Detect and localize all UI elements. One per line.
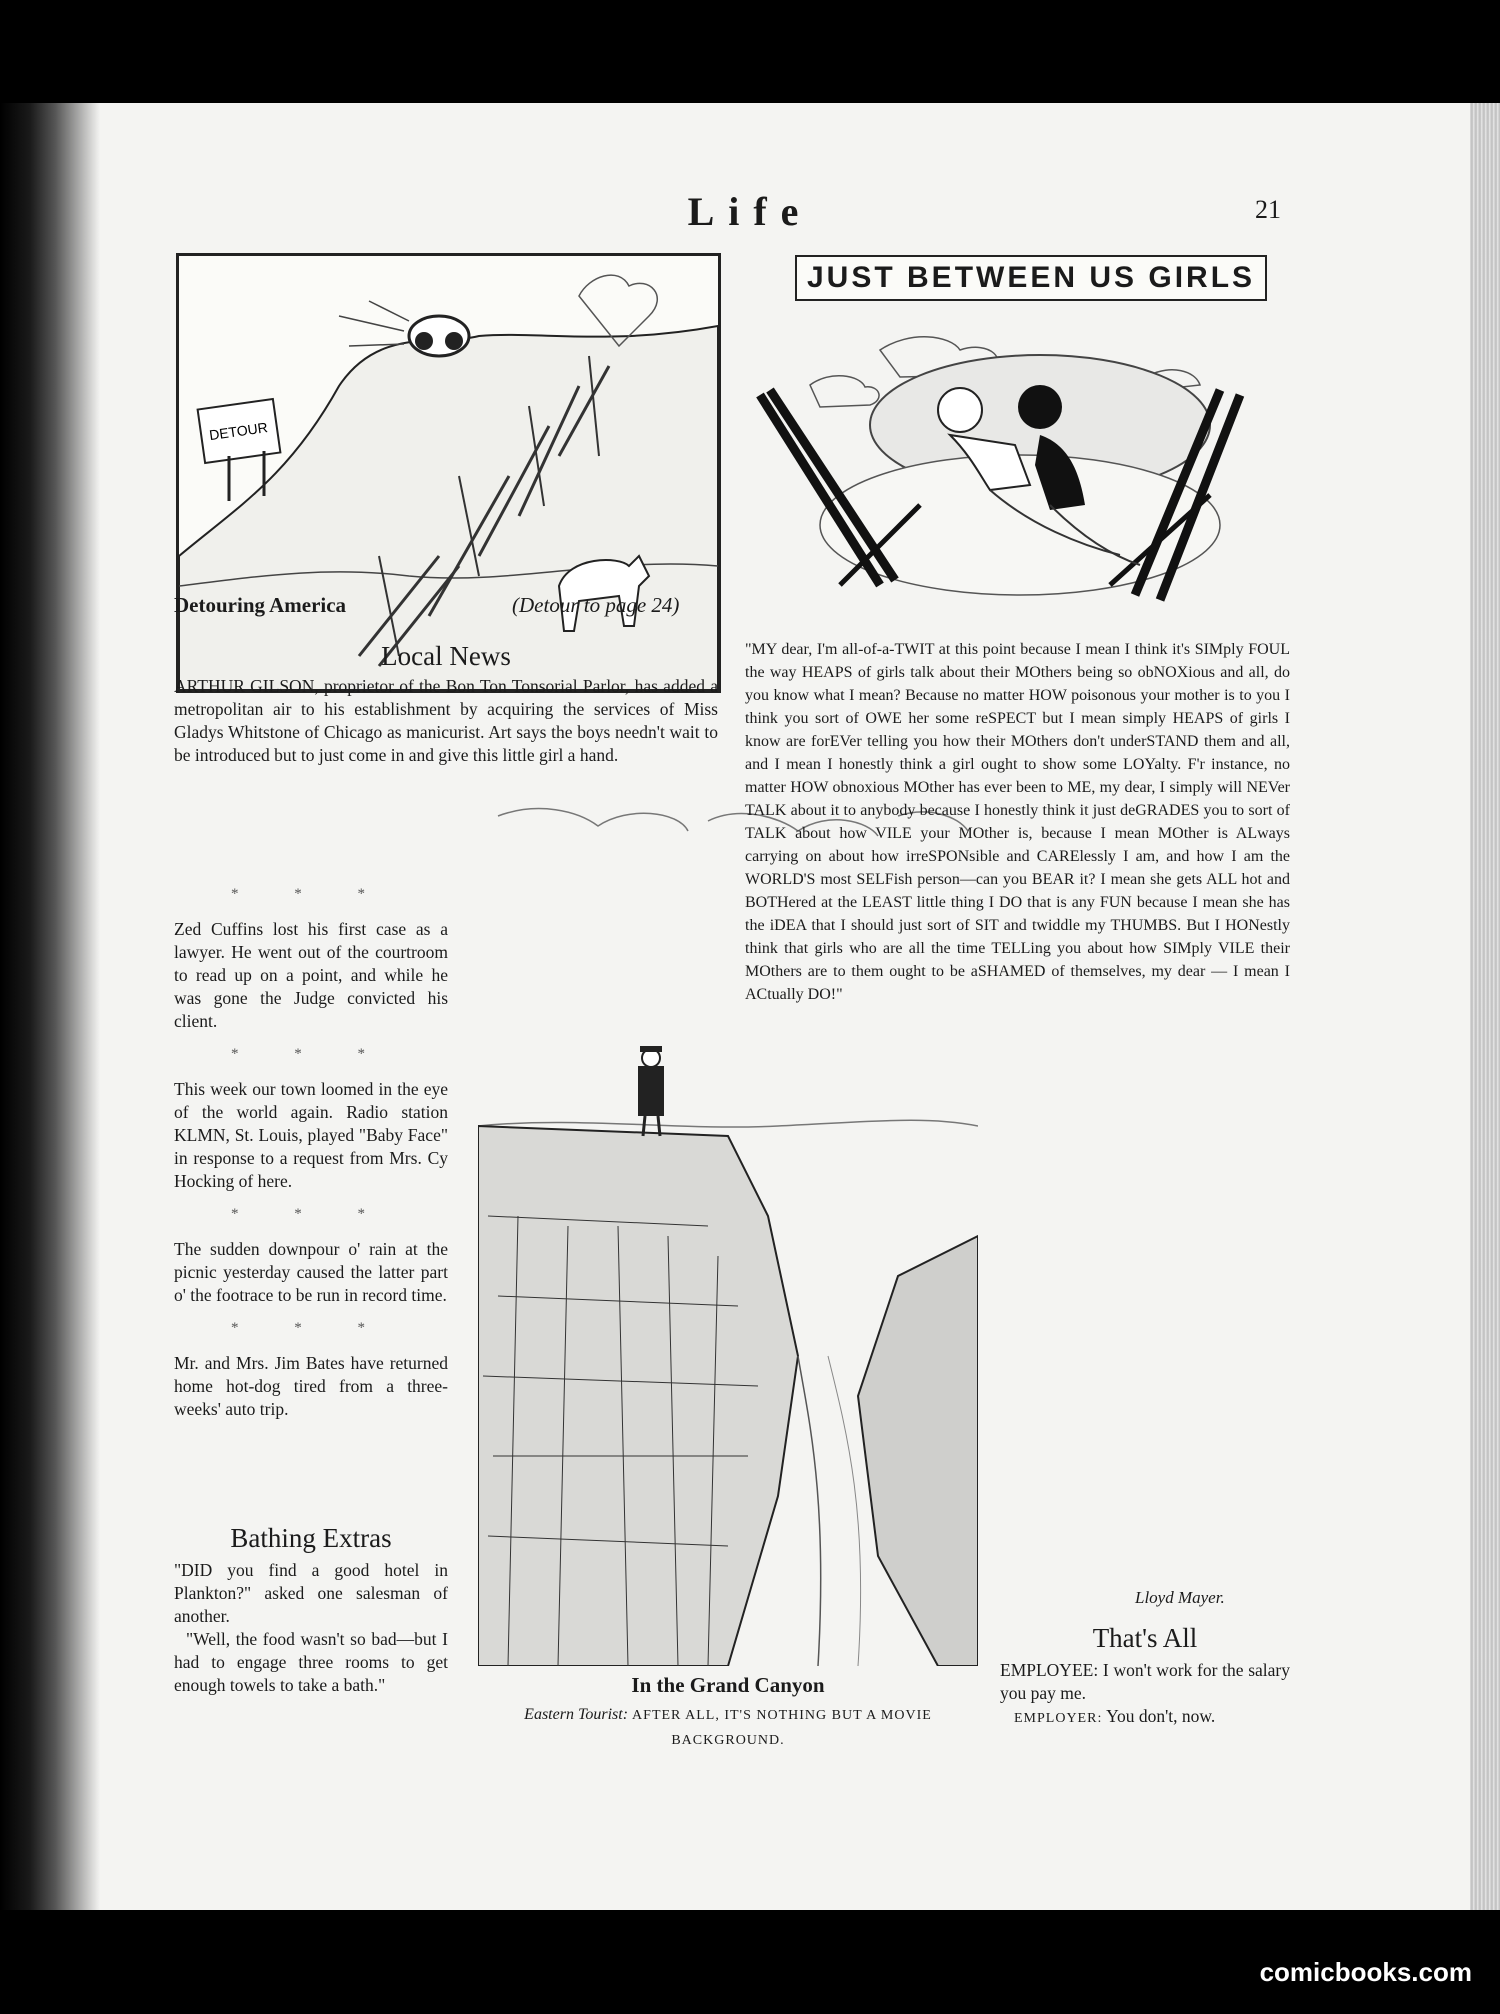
girls-cartoon-title: JUST BETWEEN US GIRLS [795, 255, 1267, 301]
local-news-item: This week our town loomed in the eye of the world again. Radio station KLMN, St. Louis, played "Baby Face" in response to a request from Mrs. Cy Hocking of here. [174, 1079, 448, 1191]
girls-column-text: "MY dear, I'm all-of-a-TWIT at this point because I mean I think it's SIMply FOUL the way HEAPS of girls talk about their MOthers being so obNOXious and all, do you know what I mean? Because no matter HOW poisonous your mother is to you I think you sort of OWE her some reSPECT but I mean simply HEAPS of girls I know are forEVer telling you how their MOthers don't underSTAND them and all, and I mean I honestly think a girl ought to show some LOYalty. F'r instance, no matter HOW obnoxious MOther has ever been to ME, my dear, I simply will NEVer TALK about it to anybody because I honestly think it just deGRADES you to sort of TALK about how VILE your MOther is, because I mean MOther is ALways carrying on about how irreSPONsible and CARElessly I am, and how I am the WORLD'S most SELFish person—can you BEAR it? I mean she gets ALL hot and BOTHered at the LEAST little thing I DO that is any FUN because I mean she has the iDEA that I should just sort of SIT and twiddle my THUMBS. But I HONestly think that girls who are all the time TELLing you about how SIMply VILE their MOthers are to them ought to be aSHAMED of themselves, my dear — I mean I ACtually DO!" [745, 641, 1290, 1003]
detour-illustration [179, 256, 718, 690]
local-news-item: Zed Cuffins lost his first case as a lawyer. He went out of the courtroom to read up on a point, and while he was gone the Judge convicted his client. [174, 919, 448, 1031]
local-news-heading: Local News [381, 641, 511, 671]
local-news-lead [174, 675, 718, 767]
watermark: comicbooks.com [1259, 1957, 1472, 1987]
bathing-extras-heading: Bathing Extras [230, 1523, 392, 1553]
section-divider: * * * [231, 1206, 391, 1222]
local-news-column [174, 873, 448, 1421]
masthead: Life [687, 189, 813, 234]
detour-caption-right: (Detour to page 24) [512, 593, 680, 617]
girls-column-author: Lloyd Mayer. [1135, 1588, 1225, 1607]
girls-illustration [750, 315, 1290, 615]
grand-canyon-line: AFTER ALL, IT'S NOTHING BUT A MOVIE BACKGROUND. [632, 1708, 932, 1748]
bathing-extras-text [174, 1559, 448, 1697]
thats-all-reply-speaker: EMPLOYER: [1014, 1711, 1103, 1726]
bathing-extras-paragraph: "DID you find a good hotel in Plankton?" asked one salesman of another. [174, 1560, 448, 1626]
detour-sign-text: DETOUR [208, 419, 269, 444]
grand-canyon-caption [478, 1703, 978, 1753]
local-news-item: Mr. and Mrs. Jim Bates have returned home hot-dog tired from a three-weeks' auto trip. [174, 1353, 448, 1419]
page-number: 21 [1255, 195, 1281, 224]
thats-all-paragraph: EMPLOYEE: I won't work for the salary you pay me. [1000, 1660, 1290, 1703]
bathing-extras-paragraph: "Well, the food wasn't so bad—but I had to engage three rooms to get enough towels to take a bath." [174, 1629, 448, 1695]
thats-all-heading: That's All [1092, 1623, 1198, 1653]
thats-all-reply [1000, 1705, 1290, 1730]
page-edge [1470, 103, 1500, 1910]
section-divider: * * * [231, 1320, 391, 1336]
grand-canyon-speaker: Eastern Tourist: [524, 1706, 629, 1723]
thats-all-text [1000, 1659, 1290, 1730]
page-binding [0, 103, 100, 1910]
thats-all-reply-text: You don't, now. [1106, 1706, 1216, 1726]
detour-cartoon [176, 253, 721, 693]
local-news-item: The sudden downpour o' rain at the picnic yesterday caused the latter part o' the footrace to be run in record time. [174, 1239, 448, 1305]
local-news-item: ARTHUR GILSON, proprietor of the Bon Ton Tonsorial Parlor, has added a metropolitan air to his establishment by acquiring the services of Miss Gladys Whitstone of Chicago as manicurist. Art says the boys needn't wait to be introduced but to just come in and give this little girl a hand. [174, 676, 718, 765]
detour-caption: Detouring America [174, 593, 347, 617]
grand-canyon-title: In the Grand Canyon [631, 1673, 825, 1697]
section-divider: * * * [231, 886, 391, 902]
section-divider: * * * [231, 1046, 391, 1062]
magazine-page [0, 103, 1500, 1910]
